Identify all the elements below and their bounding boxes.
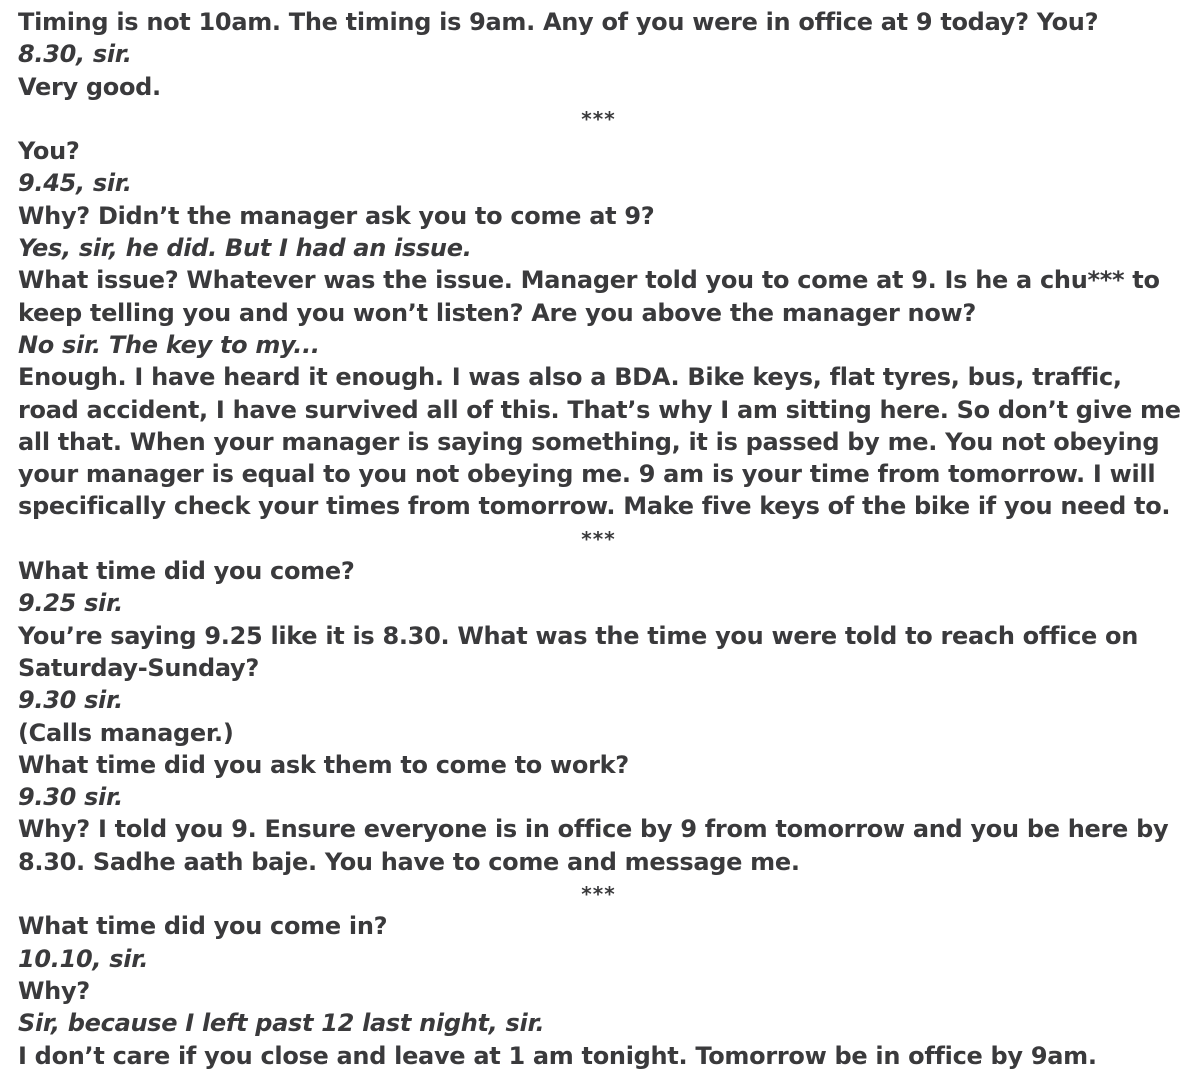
- text-paragraph: You’re saying 9.25 like it is 8.30. What was the time you were told to reach office on Saturday-Sunday?: [18, 621, 1139, 682]
- text-line-reply: 9.25 sir.: [18, 589, 123, 618]
- text-line: What time did you come in?: [18, 912, 388, 941]
- text-line: You?: [18, 137, 80, 166]
- text-line-reply: 8.30, sir.: [18, 40, 132, 69]
- text-line-reply: 10.10, sir.: [18, 944, 149, 973]
- text-line-reply: No sir. The key to my...: [18, 330, 320, 359]
- text-paragraph: What issue? Whatever was the issue. Manager told you to come at 9. Is he a chu*** to keep telling you and you won’t listen? Are you above the manager now?: [18, 266, 1160, 327]
- text-line: Timing is not 10am. The timing is 9am. Any of you were in office at 9 today? You?: [18, 8, 1099, 36]
- text-line: Very good.: [18, 72, 161, 101]
- text-line: Why?: [18, 976, 90, 1005]
- text-line: What time did you ask them to come to work?: [18, 750, 629, 779]
- text-paragraph: Why? I told you 9. Ensure everyone is in office by 9 from tomorrow and you be here by 8.30. Sadhe aath baje. You have to come and message me.: [18, 815, 1169, 876]
- text-line-reply: 9.30 sir.: [18, 783, 123, 812]
- section-separator: ***: [581, 882, 616, 907]
- text-line: What time did you come?: [18, 557, 355, 586]
- section-separator: ***: [581, 526, 616, 551]
- text-line-reply: Yes, sir, he did. But I had an issue.: [18, 234, 472, 263]
- text-line: Why? Didn’t the manager ask you to come at 9?: [18, 201, 655, 230]
- section-separator: ***: [581, 106, 616, 131]
- text-line-reply: 9.45, sir.: [18, 169, 132, 198]
- text-line-reply: 9.30 sir.: [18, 686, 123, 715]
- text-line: (Calls manager.): [18, 718, 234, 747]
- text-line-reply: Sir, because I left past 12 last night, sir.: [18, 1009, 545, 1038]
- text-paragraph: Enough. I have heard it enough. I was also a BDA. Bike keys, flat tyres, bus, traffic, road accident, I have survived all of this. That’s why I am sitting here. So don’t give me all that. When your manager is saying something, it is passed by me. You not obeying your manager is equal to you not obeying me. 9 am is your time from tomorrow. I will specifically check your times from tomorrow. Make five keys of the bike if you need to.: [18, 363, 1181, 521]
- text-line: I don’t care if you close and leave at 1 am tonight. Tomorrow be in office by 9am.: [18, 1041, 1097, 1070]
